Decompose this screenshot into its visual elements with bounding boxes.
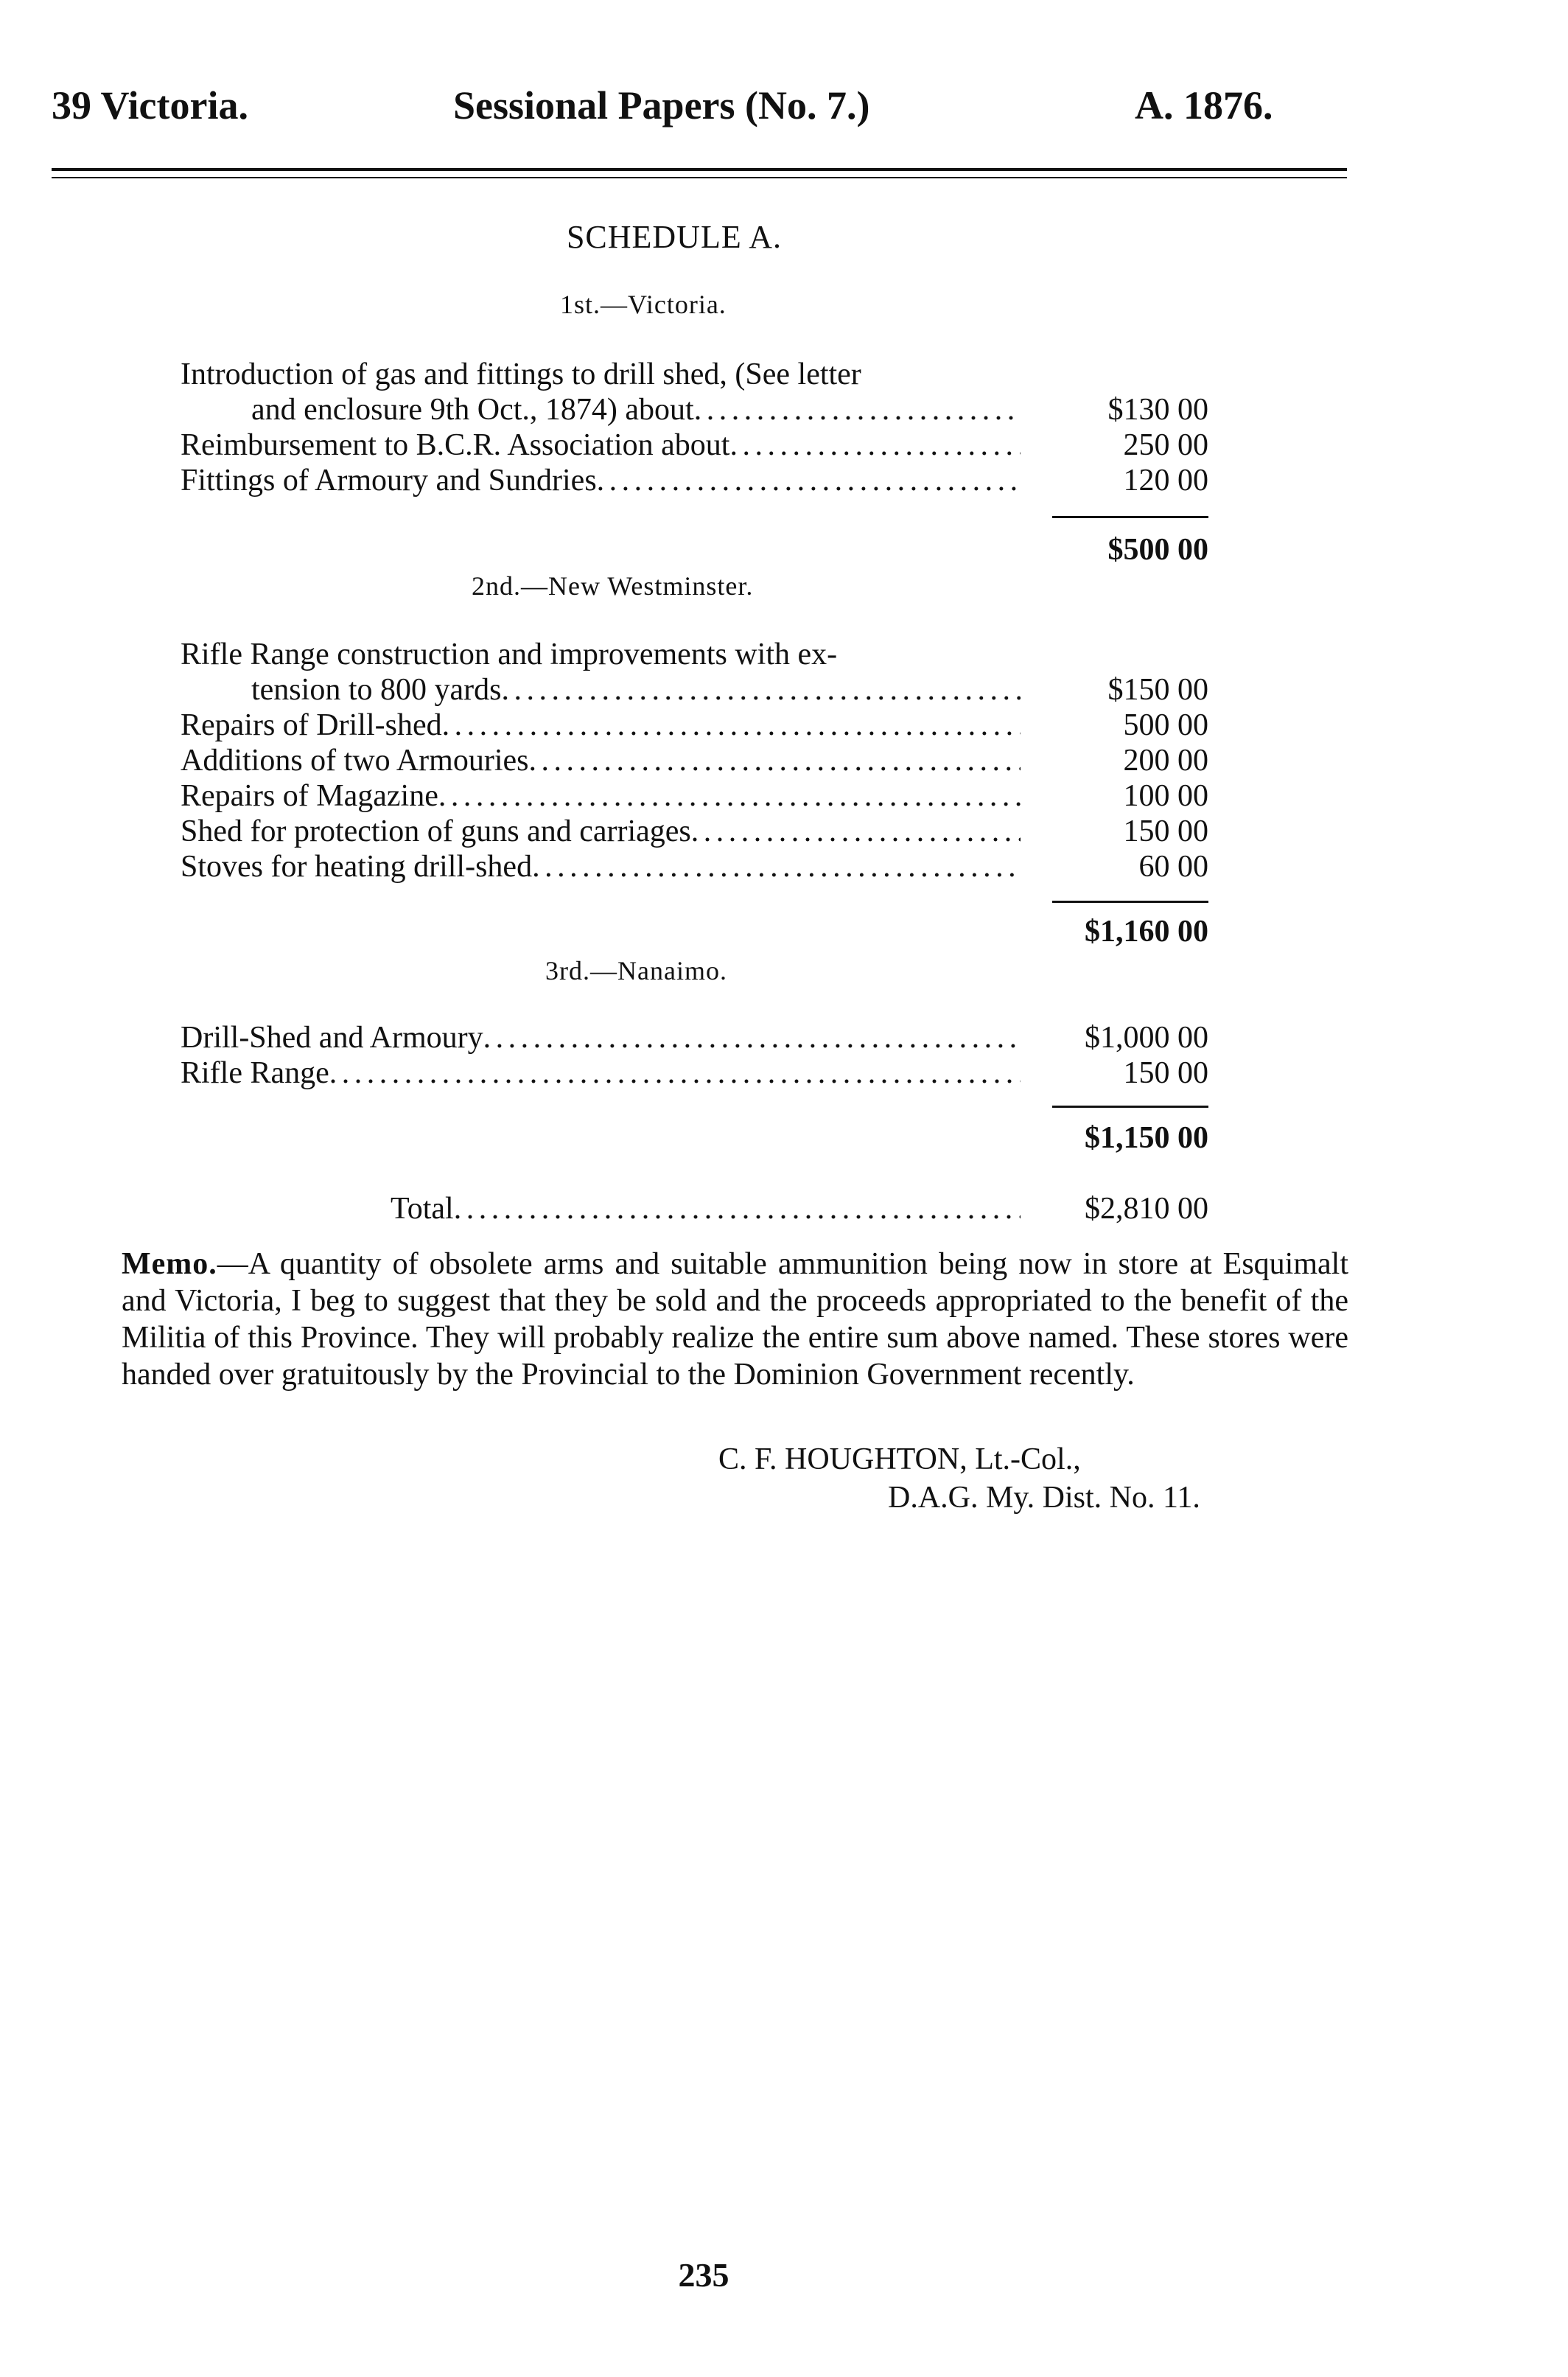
item-amount: 60 00: [1138, 850, 1208, 884]
item-amount: 150 00: [1123, 814, 1208, 848]
list-item: [181, 708, 1021, 743]
leader-dots: [454, 1191, 1021, 1226]
leader-dots: [483, 1020, 1021, 1055]
item-text: Repairs of Magazine: [181, 779, 438, 813]
item-amount: $1,000 00: [1085, 1021, 1208, 1055]
header-left: 39 Victoria.: [52, 83, 248, 128]
leader-dots: [691, 814, 1021, 849]
item-amount: 150 00: [1123, 1056, 1208, 1090]
item-text-continued: and enclosure 9th Oct., 1874) about: [251, 393, 694, 427]
header-rule-thin: [52, 177, 1347, 178]
leader-dots: [438, 778, 1021, 814]
item-amount: 120 00: [1123, 464, 1208, 498]
memo-lead: Memo.: [122, 1247, 217, 1281]
item-amount: $150 00: [1107, 673, 1208, 707]
header-right: A. 1876.: [1135, 83, 1273, 128]
schedule-title: SCHEDULE A.: [566, 219, 783, 255]
list-item: [181, 1055, 1021, 1091]
item-text: Stoves for heating drill-shed: [181, 850, 533, 884]
item-text: Reimbursement to B.C.R. Association about: [181, 428, 730, 462]
header-center: Sessional Papers (No. 7.): [453, 83, 870, 128]
leader-dots: [532, 849, 1021, 884]
total-label: Total: [391, 1192, 454, 1226]
item-text: Introduction of gas and fittings to drill shed, (See letter: [181, 357, 861, 391]
item-amount: 500 00: [1123, 708, 1208, 742]
leader-dots: [597, 463, 1021, 498]
item-amount: 200 00: [1123, 744, 1208, 778]
leader-dots: [729, 427, 1021, 463]
section-heading: 2nd.—New Westminster.: [472, 571, 754, 601]
section-heading: 3rd.—Nanaimo.: [545, 956, 727, 985]
list-item: [181, 463, 1021, 498]
page-number: 235: [678, 2256, 729, 2294]
signature-title: D.A.G. My. Dist. No. 11.: [888, 1481, 1200, 1515]
item-text: Repairs of Drill-shed: [181, 708, 442, 742]
subtotal-amount: $1,150 00: [1085, 1121, 1208, 1155]
item-amount: 100 00: [1123, 779, 1208, 813]
header-rule: [52, 168, 1347, 171]
subtotal-amount: $500 00: [1107, 533, 1208, 567]
list-item: [181, 814, 1021, 849]
item-text: Fittings of Armoury and Sundries: [181, 464, 597, 498]
subtotal-amount: $1,160 00: [1085, 915, 1208, 949]
list-item: [181, 778, 1021, 814]
list-item: [181, 427, 1021, 463]
item-amount: 250 00: [1123, 428, 1208, 462]
leader-dots: [694, 392, 1021, 427]
subtotal-rule: [1052, 516, 1208, 518]
section-heading: 1st.—Victoria.: [560, 290, 727, 319]
item-text-continued: tension to 800 yards: [251, 673, 502, 707]
list-item: [181, 743, 1021, 778]
item-text: Additions of two Armouries: [181, 744, 529, 778]
total-amount: $2,810 00: [1085, 1192, 1208, 1226]
memo-text: —A quantity of obsolete arms and suitable ammunition being now in store at Esquimalt and Victoria, I beg to suggest that they be sold and the proceeds appropriated to the benefit of the Militia of this Province. They will probably realize the entire sum above named. These stores were handed over gratuitously by the Provincial to the Dominion Government recently.: [122, 1247, 1348, 1392]
leader-dots: [329, 1055, 1021, 1091]
item-text: Rifle Range construction and improvements with ex-: [181, 638, 838, 671]
leader-dots: [528, 743, 1021, 778]
item-amount: $130 00: [1107, 393, 1208, 427]
signature-name: C. F. HOUGHTON, Lt.-Col.,: [718, 1442, 1081, 1476]
leader-dots: [442, 708, 1021, 743]
list-item: [181, 1020, 1021, 1055]
memo-paragraph: [122, 1246, 1348, 1393]
item-text: Rifle Range: [181, 1056, 329, 1090]
list-item: [181, 357, 1021, 427]
subtotal-rule: [1052, 1106, 1208, 1108]
leader-dots: [501, 672, 1021, 708]
item-text: Shed for protection of guns and carriages: [181, 814, 691, 848]
list-item: [181, 637, 1021, 708]
subtotal-rule: [1052, 901, 1208, 903]
item-text: Drill-Shed and Armoury: [181, 1021, 483, 1055]
total-row: [391, 1191, 1021, 1226]
list-item: [181, 849, 1021, 884]
